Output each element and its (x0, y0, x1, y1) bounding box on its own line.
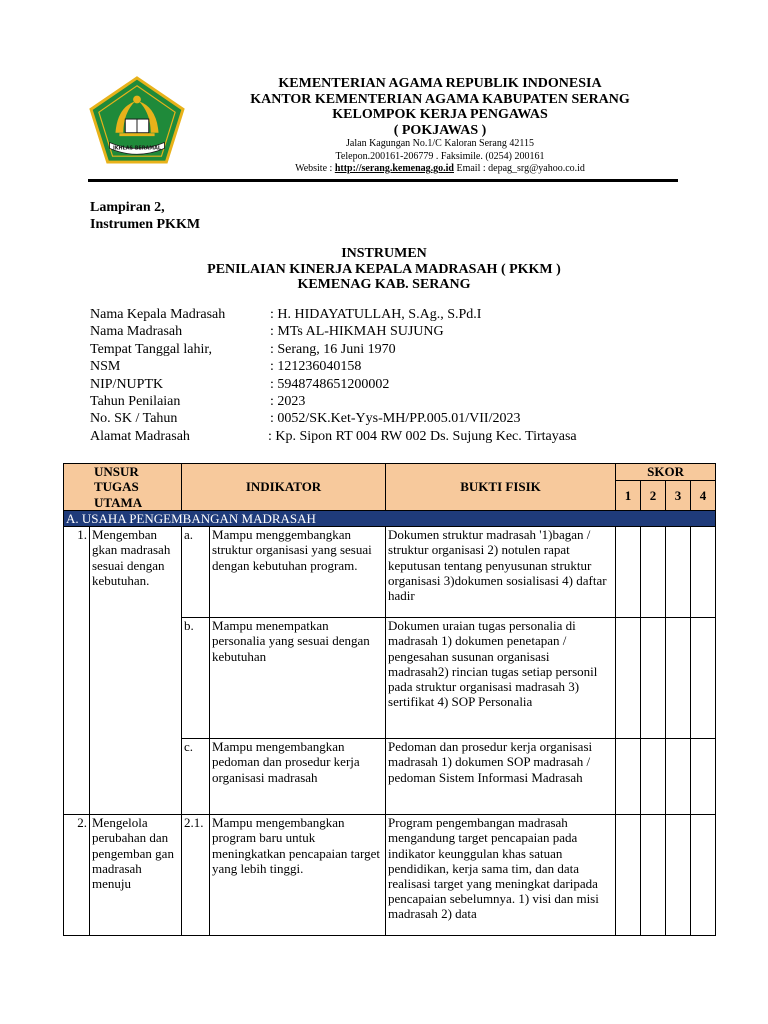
score-cell[interactable] (641, 618, 666, 739)
info-label: Nama Kepala Madrasah (90, 307, 226, 322)
header-indikator: INDIKATOR (182, 464, 386, 511)
section-a-title: A. USAHA PENGEMBANGAN MADRASAH (64, 511, 716, 527)
header-skor: SKOR (616, 464, 716, 481)
lampiran-line-1: Lampiran 2, (90, 200, 165, 215)
logo-motto: IKHLAS BERAMAL (112, 145, 162, 152)
header-skor-1: 1 (616, 481, 641, 511)
indicator-mark: a. (182, 527, 210, 618)
document-title (0, 246, 768, 293)
score-cell[interactable] (691, 618, 716, 739)
indicator-text: Mampu menempatkan personalia yang sesuai dengan kebutuhan (210, 618, 386, 739)
indicator-mark: 2.1. (182, 815, 210, 936)
indicator-mark: b. (182, 618, 210, 739)
info-value: : H. HIDAYATULLAH, S.Ag., S.Pd.I (270, 307, 482, 322)
indicator-text: Mampu menggembangkan struktur organisasi yang sesuai dengan kebutuhan program. (210, 527, 386, 618)
unsur-text: Mengemban gkan madrasah sesuai dengan kebutuhan. (90, 527, 182, 815)
row-number: 1. (64, 527, 90, 815)
score-cell[interactable] (616, 739, 641, 815)
score-cell[interactable] (616, 618, 641, 739)
header-skor-3: 3 (666, 481, 691, 511)
info-label: NIP/NUPTK (90, 376, 164, 392)
table-row (64, 815, 716, 936)
title-line-3: KEMENAG KAB. SERANG (297, 277, 471, 292)
info-value: : Kp. Sipon RT 004 RW 002 Ds. Sujung Kec. Tirtayasa (268, 428, 577, 444)
score-cell[interactable] (691, 815, 716, 936)
score-cell[interactable] (641, 815, 666, 936)
org-line-1: KEMENTERIAN AGAMA REPUBLIK INDONESIA (278, 76, 602, 91)
info-value: : 0052/SK.Ket-Yys-MH/PP.005.01/VII/2023 (270, 411, 521, 427)
header-skor-4: 4 (691, 481, 716, 511)
score-cell[interactable] (666, 618, 691, 739)
org-phone: Telepon.200161-206779 . Faksimile. (0254) 200161 (335, 150, 545, 162)
header-unsur: UNSUR TUGAS UTAMA (64, 464, 182, 511)
kemenag-logo (88, 76, 186, 166)
indicator-text: Mampu mengembangkan program baru untuk meningkatkan pencapaian target yang lebih tinggi. (210, 815, 386, 936)
indicator-text: Mampu mengembangkan pedoman dan prosedur kerja organisasi madrasah (210, 739, 386, 815)
lampiran (90, 199, 200, 233)
info-value: : 121236040158 (270, 359, 362, 375)
org-line-3: KELOMPOK KERJA PENGAWAS (332, 107, 548, 122)
indicator-mark: c. (182, 739, 210, 815)
info-label: Nama Madrasah (90, 324, 183, 340)
evidence-text: Dokumen struktur madrasah '1)bagan / struktur organisasi 2) notulen rapat keputusan tentang penyusunan struktur organisasi 3)dokumen sosialisasi 4) daftar hadir (386, 527, 616, 618)
header-skor-2: 2 (641, 481, 666, 511)
score-cell[interactable] (616, 815, 641, 936)
title-line-2: PENILAIAN KINERJA KEPALA MADRASAH ( PKKM ) (207, 261, 561, 277)
org-line-4: ( POKJAWAS ) (393, 122, 487, 138)
evidence-text: Program pengembangan madrasah mengandung target pencapaian pada indikator keunggulan khas satuan pendidikan, kerja sama tim, dan data realisasi target yang meningkat daripada pencapaian sebelumnya. 1) visi dan misi madrasah 2) data (386, 815, 616, 936)
score-cell[interactable] (691, 739, 716, 815)
score-cell[interactable] (641, 739, 666, 815)
org-email: Email : depag_srg@yahoo.co.id (453, 163, 585, 174)
letterhead-rule (88, 179, 678, 182)
org-header (200, 76, 680, 176)
org-line-2: KANTOR KEMENTERIAN AGAMA KABUPATEN SERANG (250, 91, 630, 107)
info-label: No. SK / Tahun (90, 411, 178, 427)
header-bukti: BUKTI FISIK (386, 464, 616, 511)
info-value: : MTs AL-HIKMAH SUJUNG (270, 324, 444, 340)
title-line-1: INSTRUMEN (341, 246, 427, 261)
org-address: Jalan Kagungan No.1/C Kaloran Serang 42115 (346, 138, 534, 149)
info-label: Tempat Tanggal lahir, (90, 341, 213, 357)
score-cell[interactable] (641, 527, 666, 618)
website-label: Website : (295, 163, 335, 174)
table-row (64, 527, 716, 618)
evidence-text: Pedoman dan prosedur kerja organisasi madrasah 1) dokumen SOP madrasah / pedoman Sistem Informasi Madrasah (386, 739, 616, 815)
score-cell[interactable] (616, 527, 641, 618)
info-label: NSM (90, 359, 121, 375)
info-label: Alamat Madrasah (90, 428, 190, 444)
row-number: 2. (64, 815, 90, 936)
score-cell[interactable] (666, 739, 691, 815)
score-cell[interactable] (666, 527, 691, 618)
letterhead (0, 72, 768, 184)
info-value: : 5948748651200002 (270, 376, 390, 392)
org-website-line (200, 163, 680, 176)
pkkm-table (63, 463, 716, 936)
unsur-text: Mengelola perubahan dan pengemban gan madrasah menuju (90, 815, 182, 936)
website-link[interactable]: http://serang.kemenag.go.id (334, 163, 454, 174)
section-a-row (64, 511, 716, 527)
lampiran-line-2: Instrumen PKKM (90, 217, 201, 232)
info-value: : 2023 (270, 393, 306, 409)
info-label: Tahun Penilaian (90, 393, 181, 409)
info-value: : Serang, 16 Juni 1970 (270, 341, 396, 357)
score-cell[interactable] (666, 815, 691, 936)
evidence-text: Dokumen uraian tugas personalia di madrasah 1) dokumen penetapan / pengesahan susunan organisasi madrasah2) rincian tugas setiap personil pada struktur organisasi madrasah 3) sertifikat 4) SOP Personalia (386, 618, 616, 739)
score-cell[interactable] (691, 527, 716, 618)
